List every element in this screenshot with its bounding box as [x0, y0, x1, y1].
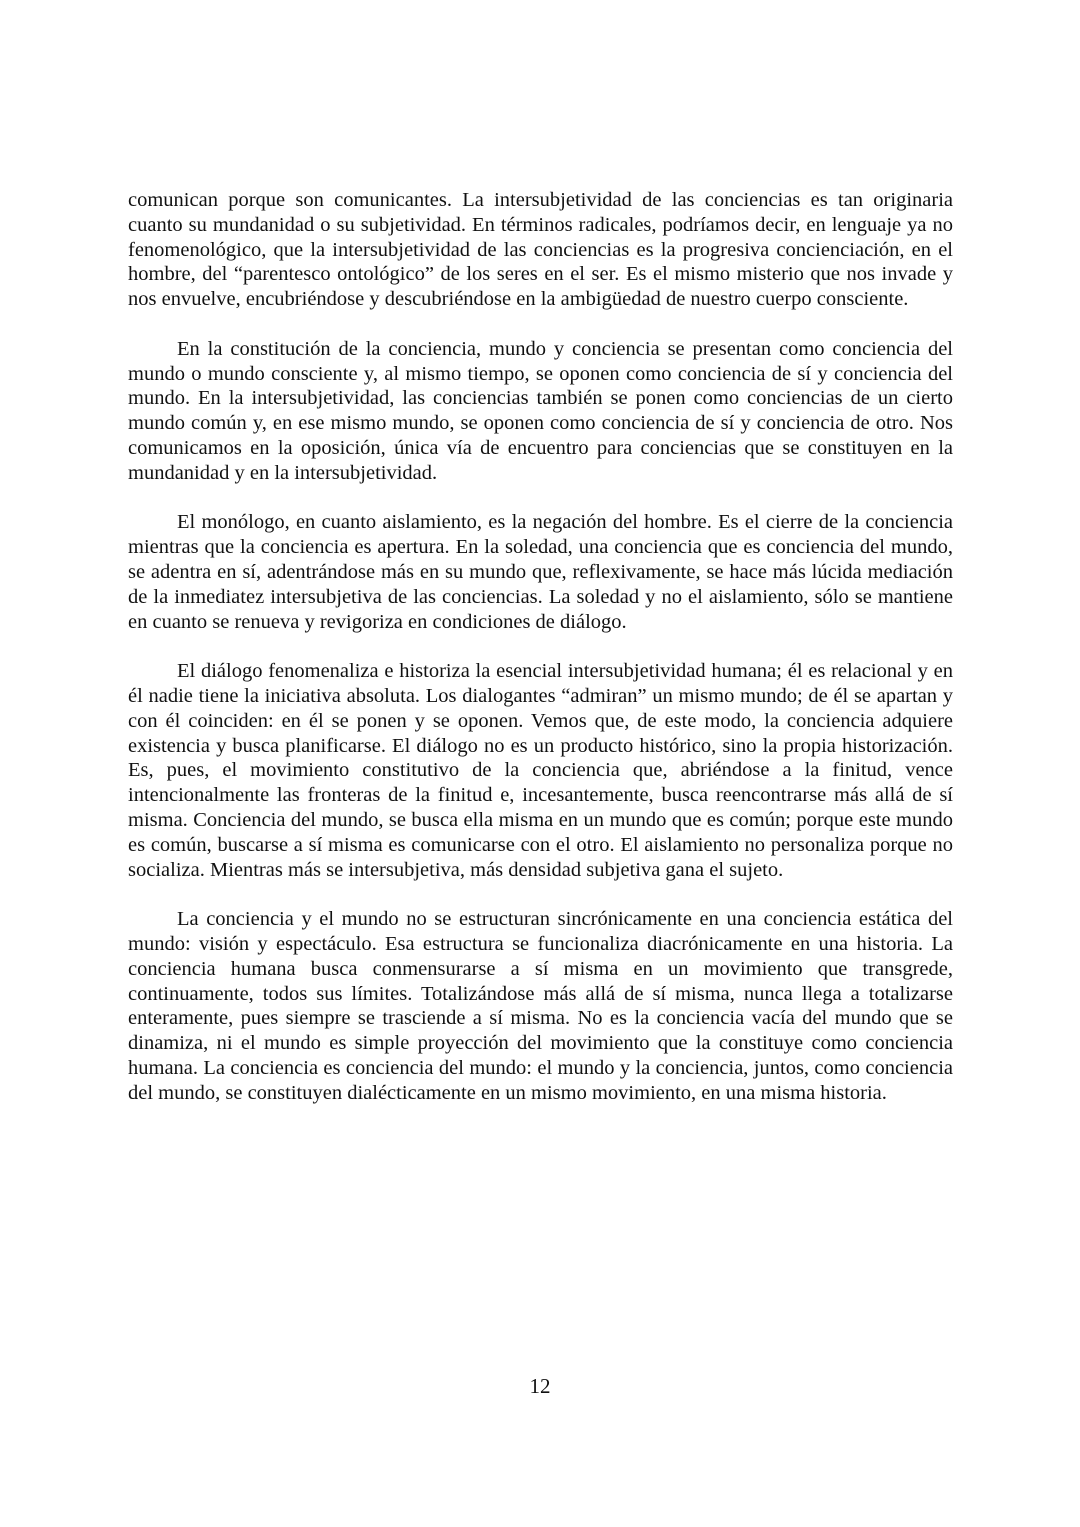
- page-number: 12: [529, 1374, 551, 1398]
- paragraph-1: comunican porque son comunicantes. La intersubjetividad de las conciencias es tan originaria cuanto su mundanidad o su subjetividad. En términos radicales, podríamos decir, en lenguaje ya no fenomenológico, que la intersubjetividad de las conciencias es la progresiva concienciación, en el hombre, del “parentesco ontológico” de los seres en el ser. Es el mismo misterio que nos invade y nos envuelve, encubriéndose y descubriéndose en la ambigüedad de nuestro cuerpo consciente.: [128, 189, 953, 311]
- paragraph-2: En la constitución de la conciencia, mundo y conciencia se presentan como conciencia del mundo o mundo consciente y, al mismo tiempo, se oponen como conciencia de sí y conciencia del mundo. En la intersubjetividad, las conciencias también se ponen como conciencias de un cierto mundo común y, en ese mismo mundo, se oponen como conciencia de sí y conciencia de otro. Nos comunicamos en la oposición, única vía de encuentro para conciencias que se constituyen en la mundanidad y en la intersubjetividad.: [128, 337, 953, 484]
- paragraph-4: El diálogo fenomenaliza e historiza la esencial intersubjetividad humana; él es relacional y en él nadie tiene la iniciativa absoluta. Los dialogantes “admiran” un mismo mundo; de él se apartan y con él coinciden: en él se ponen y se oponen. Vemos que, de este modo, la conciencia adquiere existencia y busca planificarse. El diálogo no es un producto histórico, sino la propia historización. Es, pues, el movimiento constitutivo de la conciencia que, abriéndose a la finitud, vence intencionalmente las fronteras de la finitud e, incesantemente, busca reencontrarse más allá de sí misma. Conciencia del mundo, se busca ella misma en un mundo que es común; porque este mundo es común, buscarse a sí misma es comunicarse con el otro. El aislamiento no personaliza porque no socializa. Mientras más se intersubjetiva, más densidad subjetiva gana el sujeto.: [128, 660, 953, 881]
- body-text: [128, 188, 953, 1130]
- paragraph-5: La conciencia y el mundo no se estructuran sincrónicamente en una conciencia estática del mundo: visión y espectáculo. Esa estructura se funcionaliza diacrónicamente en una historia. La conciencia humana busca conmensurarse a sí misma en un movimiento que transgrede, continuamente, todos sus límites. Totalizándose más allá de sí misma, nunca llega a totalizarse enteramente, pues siempre se trasciende a sí misma. No es la conciencia vacía del mundo que se dinamiza, ni el mundo es simple proyección del movimiento que la constituye como conciencia humana. La conciencia es conciencia del mundo: el mundo y la conciencia, juntos, como conciencia del mundo, se constituyen dialécticamente en un mismo movimiento, en una misma historia.: [128, 908, 953, 1104]
- paragraph-3: El monólogo, en cuanto aislamiento, es la negación del hombre. Es el cierre de la conciencia mientras que la conciencia es apertura. En la soledad, una conciencia que es conciencia del mundo, se adentra en sí, adentrándose más en su mundo que, reflexivamente, se hace más lúcida mediación de la inmediatez intersubjetiva de las conciencias. La soledad y no el aislamiento, sólo se mantiene en cuanto se renueva y revigoriza en condiciones de diálogo.: [128, 511, 953, 633]
